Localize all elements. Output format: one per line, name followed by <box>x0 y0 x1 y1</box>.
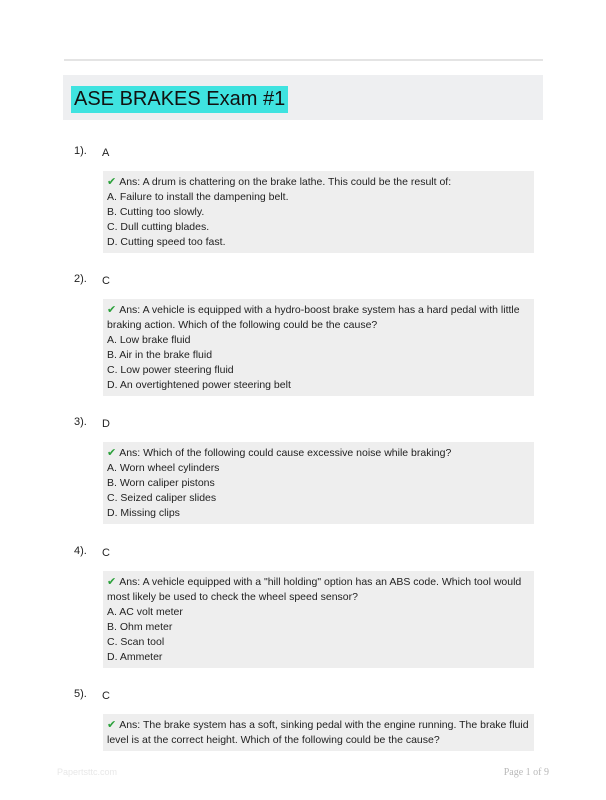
option-b: B. Air in the brake fluid <box>107 349 213 361</box>
question-answer-letter: A <box>102 147 110 159</box>
checkmark-icon: ✔ <box>107 175 117 188</box>
footer-watermark: Papertsttc.com <box>57 767 118 777</box>
option-a: A. Failure to install the dampening belt. <box>107 191 289 203</box>
option-c: C. Low power steering fluid <box>107 364 234 376</box>
answer-box <box>103 442 534 524</box>
question-text: Ans: Which of the following could cause excessive noise while braking? <box>119 447 452 459</box>
question-text: Ans: The brake system has a soft, sinking pedal with the engine running. The brake fluid level is at the correct height. Which of the following could be the cause? <box>107 719 529 746</box>
question-text: Ans: A drum is chattering on the brake lathe. This could be the result of: <box>119 176 452 188</box>
checkmark-icon: ✔ <box>107 446 117 459</box>
option-a: A. Worn wheel cylinders <box>107 462 220 474</box>
option-d: D. Cutting speed too fast. <box>107 236 226 248</box>
question-text-line <box>107 174 530 190</box>
option-a: A. Low brake fluid <box>107 334 191 346</box>
question-number: 5). <box>74 688 87 700</box>
option-d: D. Missing clips <box>107 507 180 519</box>
checkmark-icon: ✔ <box>107 575 117 588</box>
page-indicator: Page 1 of 9 <box>503 767 549 778</box>
option-b: B. Cutting too slowly. <box>107 206 205 218</box>
option-c: C. Scan tool <box>107 636 165 648</box>
option-c: C. Seized caliper slides <box>107 492 217 504</box>
answer-box <box>103 299 534 396</box>
question-number: 3). <box>74 416 87 428</box>
question-text-line <box>107 574 530 605</box>
question-text-line <box>107 302 530 333</box>
question-number: 2). <box>74 273 87 285</box>
question-answer-letter: C <box>102 690 110 702</box>
checkmark-icon: ✔ <box>107 718 117 731</box>
question-text: Ans: A vehicle is equipped with a hydro-boost brake system has a hard pedal with little braking action. Which of the following could be the cause? <box>107 304 520 331</box>
question-text-line <box>107 717 530 748</box>
option-d: D. Ammeter <box>107 651 163 663</box>
title-banner <box>63 75 543 120</box>
top-divider <box>64 59 543 61</box>
question-answer-letter: C <box>102 275 110 287</box>
question-number: 4). <box>74 545 87 557</box>
question-text-line <box>107 445 530 461</box>
question-answer-letter: C <box>102 547 110 559</box>
option-d: D. An overtightened power steering belt <box>107 379 291 391</box>
answer-box <box>103 714 534 751</box>
answer-box <box>103 171 534 253</box>
option-c: C. Dull cutting blades. <box>107 221 210 233</box>
checkmark-icon: ✔ <box>107 303 117 316</box>
option-b: B. Ohm meter <box>107 621 173 633</box>
answer-box <box>103 571 534 668</box>
page-title: ASE BRAKES Exam #1 <box>71 86 288 113</box>
question-number: 1). <box>74 145 87 157</box>
question-text: Ans: A vehicle equipped with a "hill holding" option has an ABS code. Which tool would most likely be used to check the wheel speed sensor? <box>107 576 522 603</box>
question-answer-letter: D <box>102 418 110 430</box>
option-a: A. AC volt meter <box>107 606 183 618</box>
option-b: B. Worn caliper pistons <box>107 477 215 489</box>
